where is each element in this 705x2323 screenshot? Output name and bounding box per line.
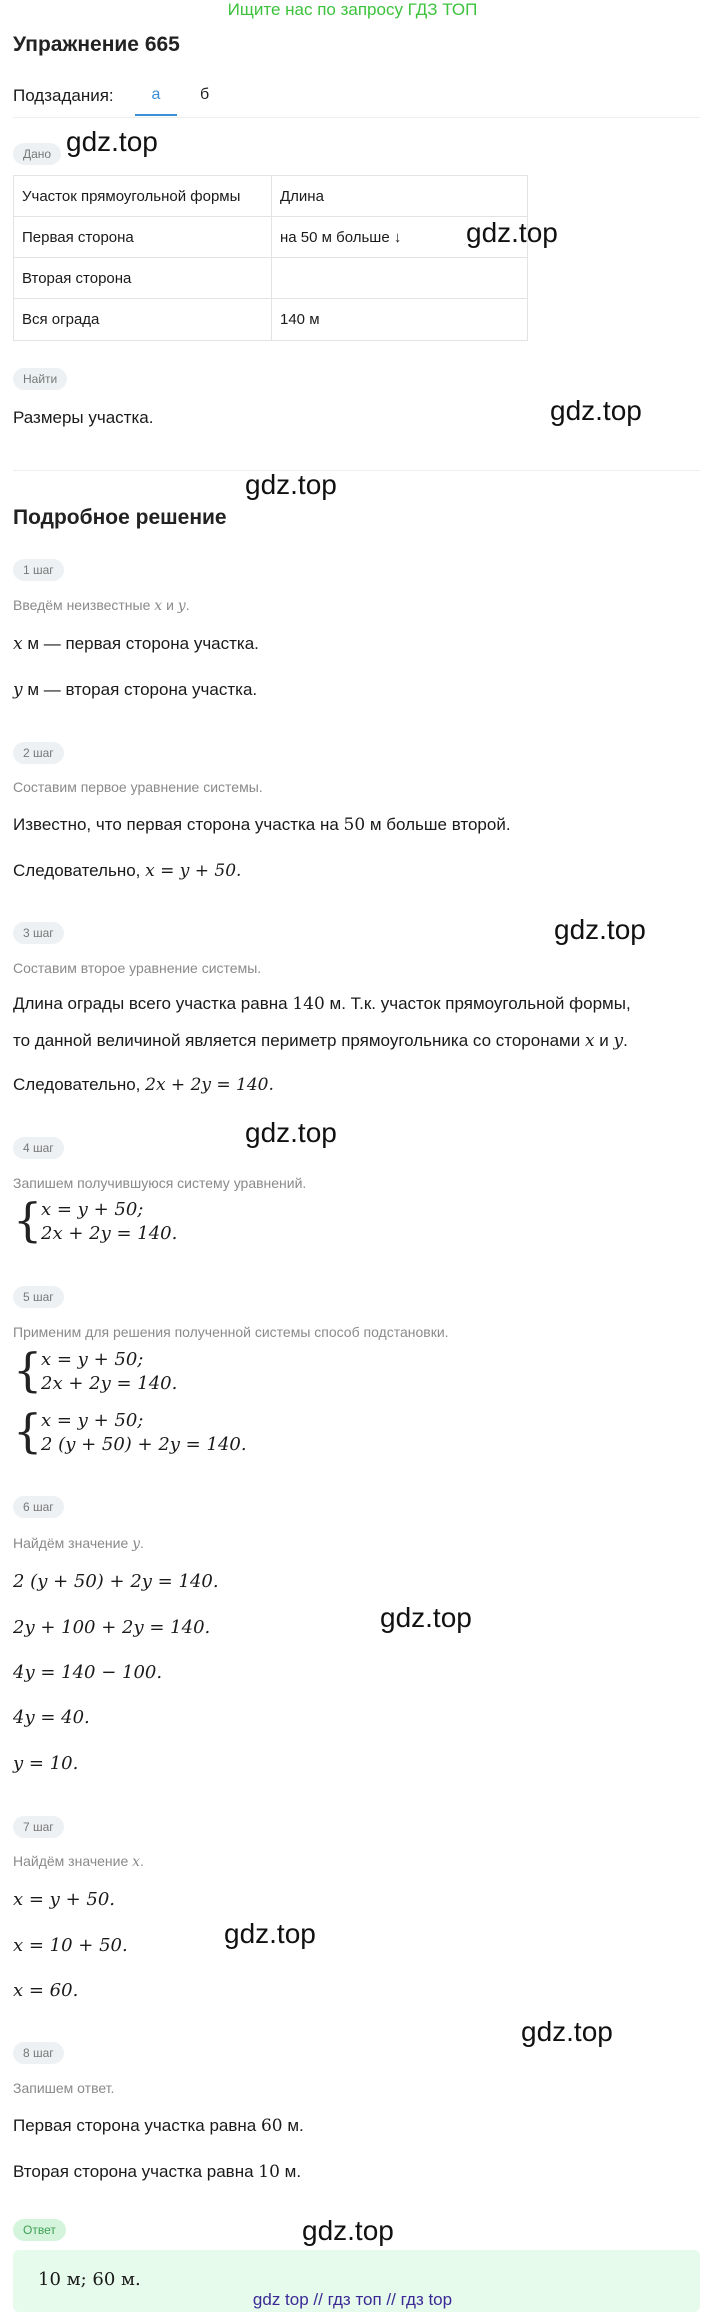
watermark: gdz.top [521,2016,613,2047]
given-badge: Дано [13,143,61,165]
step-text: Следовательно, 2x + 2y = 140. [13,1075,274,1095]
step-text: Первая сторона участка равна 60 м. [13,2116,304,2136]
exercise-title: Упражнение 665 [13,33,180,56]
footer-links[interactable]: gdz top // гдз топ // гдз top [252,2290,453,2309]
step-hint: Запишем получившуюся систему уравнений. [13,1175,307,1191]
solution-title: Подробное решение [13,506,227,529]
step-text: Следовательно, x = y + 50. [13,861,242,881]
given-table [13,175,528,341]
step-text: y м — вторая сторона участка. [13,680,258,700]
subtasks-label: Подзадания: [13,86,114,105]
table-cell: Вся ограда [14,299,272,340]
table-row [14,299,527,340]
equation-system [13,1343,313,1403]
table-cell: 140 м [280,311,320,328]
step-badge: 7 шаг [13,1816,64,1838]
step-text: то данной величиной является периметр прямоугольника со сторонами x и y. [13,1031,628,1051]
brace-icon: { [13,1193,43,1247]
equation-line: 4y = 140 − 100. [13,1662,163,1683]
watermark: gdz.top [466,217,558,248]
section-divider [13,470,700,471]
step-hint: Применим для решения полученной системы способ подстановки. [13,1324,449,1340]
step-badge: 8 шаг [13,2042,64,2064]
equation-line: x = 60. [13,1980,79,2001]
answer-badge: Ответ [13,2219,66,2241]
watermark: gdz.top [245,1117,337,1148]
tabs-divider [13,117,700,118]
watermark: gdz.top [66,126,158,157]
equation-line: x = y + 50. [13,1889,115,1910]
watermark: gdz.top [550,395,642,426]
table-cell: Первая сторона [14,217,272,258]
find-badge: Найти [13,368,67,390]
table-cell: Участок прямоугольной формы [14,176,272,217]
equation-line: 2y + 100 + 2y = 140. [13,1617,211,1638]
step-hint: Найдём значение y. [13,1535,144,1552]
step-hint: Составим первое уравнение системы. [13,779,263,795]
watermark: gdz.top [554,914,646,945]
table-row [14,176,527,217]
step-hint: Составим второе уравнение системы. [13,960,262,976]
step-badge: 5 шаг [13,1286,64,1308]
step-badge: 2 шаг [13,742,64,764]
watermark: gdz.top [380,1602,472,1633]
system-line: 2x + 2y = 140. [41,1373,178,1394]
equation-line: 2 (y + 50) + 2y = 140. [13,1571,219,1592]
watermark: gdz.top [302,2215,394,2246]
table-cell: на 50 м больше ↓ [280,229,402,246]
tab-subtask-b[interactable]: б [200,86,210,103]
table-cell: Вторая сторона [14,258,272,299]
step-hint: Запишем ответ. [13,2080,115,2096]
equation-line: y = 10. [13,1753,79,1774]
step-badge: 3 шаг [13,922,64,944]
table-cell [272,258,527,299]
step-text: x м — первая сторона участка. [13,634,259,654]
step-text: Вторая сторона участка равна 10 м. [13,2162,302,2182]
equation-system [13,1193,313,1253]
answer-text: 10 м; 60 м. [38,2269,141,2290]
watermark: gdz.top [224,1918,316,1949]
step-badge: 6 шаг [13,1496,64,1518]
step-badge: 1 шаг [13,559,64,581]
system-line: 2x + 2y = 140. [41,1223,178,1244]
table-cell: Длина [280,188,324,205]
step-text: Известно, что первая сторона участка на 50 м больше второй. [13,815,511,835]
system-line: x = y + 50; [41,1349,144,1370]
find-text: Размеры участка. [13,408,154,427]
brace-icon: { [13,1404,43,1458]
step-hint: Найдём значение x. [13,1853,144,1870]
equation-line: 4y = 40. [13,1707,90,1728]
equation-system [13,1404,333,1464]
table-row [14,258,527,299]
step-text: Длина ограды всего участка равна 140 м. Т.к. участок прямоугольной формы, [13,994,631,1014]
watermark: gdz.top [245,469,337,500]
system-line: x = y + 50; [41,1410,144,1431]
equation-line: x = 10 + 50. [13,1935,128,1956]
table-row [14,217,527,258]
search-banner[interactable]: Ищите нас по запросу ГДЗ ТОП [227,0,478,19]
step-hint: Введём неизвестные x и y. [13,597,190,614]
brace-icon: { [13,1343,43,1397]
system-line: x = y + 50; [41,1199,144,1220]
tab-subtask-a[interactable]: а [135,86,177,116]
step-badge: 4 шаг [13,1137,64,1159]
system-line: 2 (y + 50) + 2y = 140. [41,1434,247,1455]
